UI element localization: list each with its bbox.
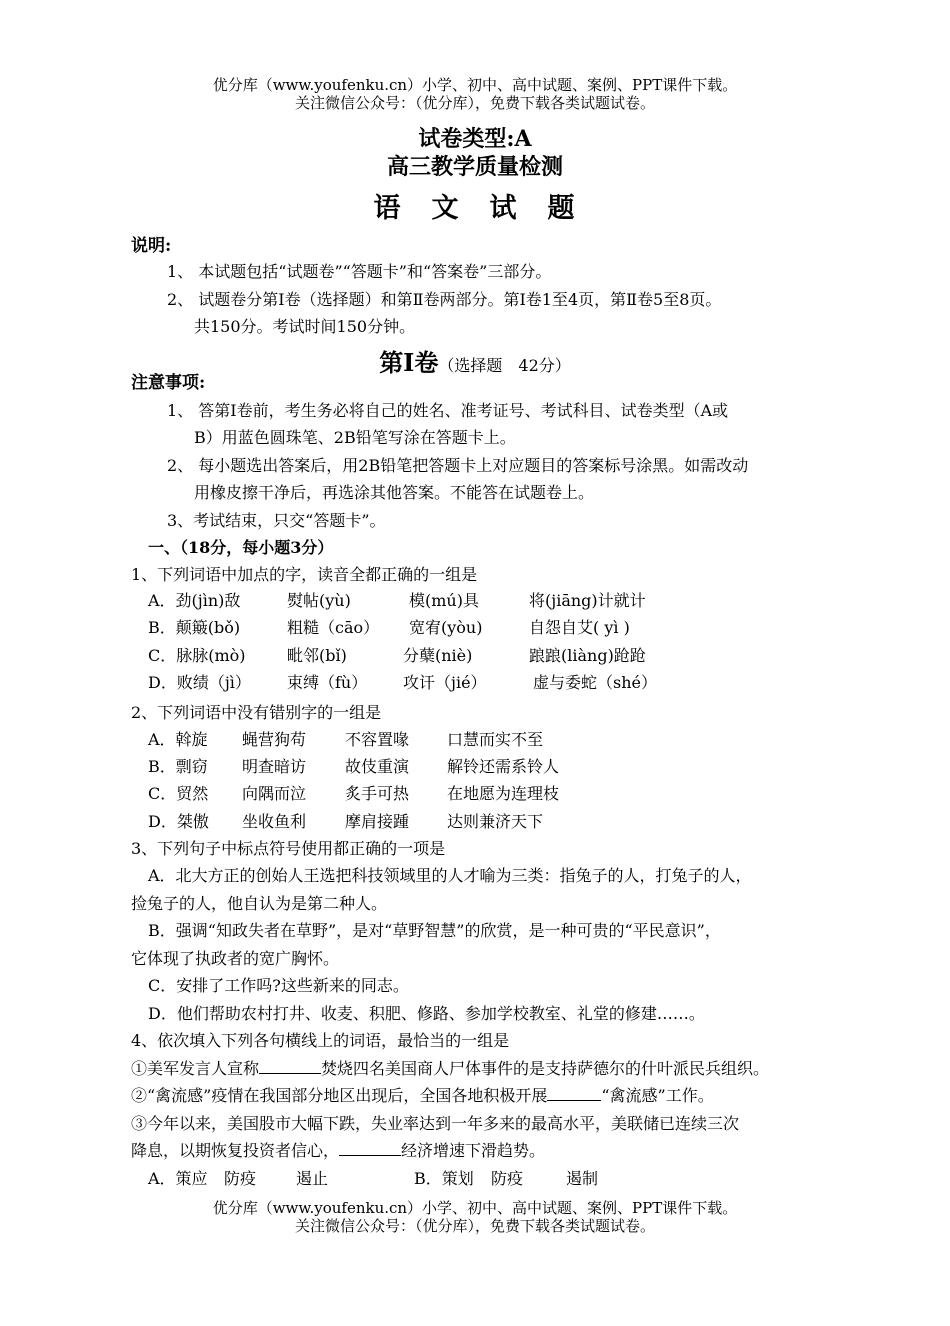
part-1-heading: 一、（18分，每小题3分） — [148, 538, 334, 557]
q4-options — [148, 1169, 598, 1189]
q4-opt-3: 遏止 — [296, 1169, 329, 1188]
section-1-note: （选择题 42分） — [438, 356, 571, 375]
q1-b-4: 自怨自艾( yì ) — [529, 618, 630, 637]
q4-sentence-3-cont — [131, 1141, 545, 1161]
q4-stem: 4、依次填入下列各句横线上的词语，最恰当的一组是 — [131, 1031, 510, 1050]
q4-opt-2: 防疫 — [224, 1169, 257, 1188]
q2-b-1: B．剽窃 — [148, 757, 208, 776]
q1-d-3: 攻讦（jié） — [403, 673, 487, 692]
q1-b-1: B．颠簸(bǒ) — [148, 618, 241, 637]
q4-s3-part-c: 经济增速下滑趋势。 — [401, 1141, 546, 1160]
q1-c-4: 踉踉(liàng)跄跄 — [529, 646, 646, 665]
q1-c-1: C．脉脉(mò) — [148, 646, 246, 665]
q3-option-a: A．北大方正的创始人王选把科技领域里的人才喻为三类：指兔子的人，打兔子的人， — [148, 866, 752, 885]
q1-a-4: 将(jiāng)计就计 — [529, 591, 646, 610]
q2-c-1: C．贸然 — [148, 784, 209, 803]
q4-s2-part-a: ②“禽流感”疫情在我国部分地区出现后，全国各地积极开展 — [131, 1086, 548, 1105]
q1-b-3: 宽宥(yòu) — [409, 618, 483, 637]
q2-stem: 2、下列词语中没有错别字的一组是 — [131, 703, 382, 722]
note-3: 3、考试结束，只交“答题卡”。 — [167, 511, 386, 530]
q2-c-2: 向隅而泣 — [242, 784, 307, 803]
q1-stem: 1、下列词语中加点的字，读音全都正确的一组是 — [131, 565, 478, 584]
q4-s2-part-b: “禽流感”工作。 — [601, 1086, 714, 1105]
q2-row-d — [148, 812, 543, 832]
q1-row-b — [148, 618, 630, 638]
q4-opt-5: 防疫 — [491, 1169, 524, 1188]
q2-d-3: 摩肩接踵 — [345, 812, 410, 831]
q1-d-4: 虚与委蛇（shé） — [533, 673, 657, 692]
instruction-2-cont: 共150分。考试时间150分钟。 — [194, 317, 416, 336]
q4-s1-part-b: 焚烧四名美国商人尸体事件的是支持萨德尔的什叶派民兵组织。 — [321, 1059, 770, 1078]
exam-title: 高三教学质量检测 — [386, 154, 563, 180]
q4-sentence-2 — [131, 1086, 714, 1106]
footer-line-1: 优分库（www.youfenku.cn）小学、初中、高中试题、案例、PPT课件下载。 — [212, 1199, 738, 1217]
q4-blank-1 — [259, 1059, 321, 1074]
q4-blank-3 — [339, 1141, 401, 1156]
q4-sentence-3: ③今年以来，美国股市大幅下跌，失业率达到一年多来的最高水平，美联储已连续三次 — [131, 1114, 740, 1133]
q2-b-3: 故伎重演 — [345, 757, 410, 776]
q1-row-d — [148, 673, 657, 693]
q2-b-4: 解铃还需系铃人 — [447, 757, 560, 776]
q1-d-1: D．败绩（jì） — [148, 673, 251, 692]
q3-option-d: D．他们帮助农村打井、收麦、积肥、修路、参加学校教室、礼堂的修建……。 — [148, 1004, 705, 1023]
paper-type: 试卷类型:A — [418, 126, 532, 152]
q3-option-b-cont: 它体现了执政者的宽广胸怀。 — [131, 949, 340, 968]
q3-option-b: B．强调“知政失者在草野”，是对“草野智慧”的欣赏，是一种可贵的“平民意识”， — [148, 921, 721, 940]
q1-row-c — [148, 646, 646, 666]
q3-option-a-cont: 捡兔子的人，他自认为是第二种人。 — [131, 894, 388, 913]
note-1: 1、 答第Ⅰ卷前，考生务必将自己的姓名、准考证号、考试科目、试卷类型（A或 — [167, 401, 729, 420]
q1-b-2: 粗糙（cāo） — [287, 618, 380, 637]
q1-c-2: 毗邻(bǐ) — [287, 646, 347, 665]
notes-label: 注意事项: — [131, 373, 206, 393]
q3-stem: 3、下列句子中标点符号使用都正确的一项是 — [131, 839, 446, 858]
header-line-1: 优分库（www.youfenku.cn）小学、初中、高中试题、案例、PPT课件下载。 — [212, 76, 738, 94]
note-1-cont: B）用蓝色圆珠笔、2B铅笔写涂在答题卡上。 — [194, 428, 516, 447]
q2-row-c — [148, 784, 559, 804]
q4-s1-part-a: ①美军发言人宣称 — [131, 1059, 260, 1078]
header-line-2: 关注微信公众号：（优分库），免费下载各类试题试卷。 — [294, 94, 655, 112]
note-2: 2、 每小题选出答案后，用2B铅笔把答题卡上对应题目的答案标号涂黑。如需改动 — [167, 456, 749, 475]
instruction-1: 1、 本试题包括“试题卷”“答题卡”和“答案卷”三部分。 — [167, 262, 552, 281]
q2-c-3: 炙手可热 — [345, 784, 410, 803]
q2-row-a — [148, 730, 543, 750]
q4-sentence-1 — [131, 1059, 769, 1079]
section-1-label: 第Ⅰ卷 — [379, 348, 439, 377]
q2-a-2: 蝇营狗苟 — [242, 730, 307, 749]
q2-row-b — [148, 757, 559, 777]
instructions-label: 说明: — [131, 236, 172, 256]
q4-s3-part-b: 降息，以期恢复投资者信心， — [131, 1141, 340, 1160]
q1-a-3: 模(mú)具 — [409, 591, 479, 610]
q4-blank-2 — [547, 1086, 601, 1101]
q1-c-3: 分蘖(niè) — [403, 646, 473, 665]
q2-a-1: A．斡旋 — [148, 730, 208, 749]
q2-d-2: 坐收鱼利 — [242, 812, 307, 831]
q2-a-4: 口慧而实不至 — [447, 730, 544, 749]
subject-title: 语 文 试 题 — [373, 193, 577, 224]
q1-a-1: A．劲(jìn)敌 — [148, 591, 241, 610]
q1-row-a — [148, 591, 646, 611]
q1-a-2: 熨帖(yù) — [287, 591, 351, 610]
instruction-2: 2、 试题卷分第Ⅰ卷（选择题）和第Ⅱ卷两部分。第Ⅰ卷1至4页，第Ⅱ卷5至8页。 — [167, 290, 722, 309]
q4-opt-4: B．策划 — [414, 1169, 474, 1188]
q2-d-1: D．桀傲 — [148, 812, 209, 831]
q2-d-4: 达则兼济天下 — [447, 812, 544, 831]
q2-a-3: 不容置喙 — [345, 730, 410, 749]
q3-option-c: C．安排了工作吗?这些新来的同志。 — [148, 976, 409, 995]
q1-d-2: 束缚（fù） — [287, 673, 368, 692]
note-2-cont: 用橡皮擦干净后，再选涂其他答案。不能答在试题卷上。 — [194, 483, 595, 502]
q2-c-4: 在地愿为连理枝 — [447, 784, 560, 803]
q2-b-2: 明查暗访 — [242, 757, 307, 776]
q4-opt-6: 遏制 — [566, 1169, 599, 1188]
q4-opt-1: A．策应 — [148, 1169, 208, 1188]
footer-line-2: 关注微信公众号：（优分库），免费下载各类试题试卷。 — [294, 1217, 655, 1235]
